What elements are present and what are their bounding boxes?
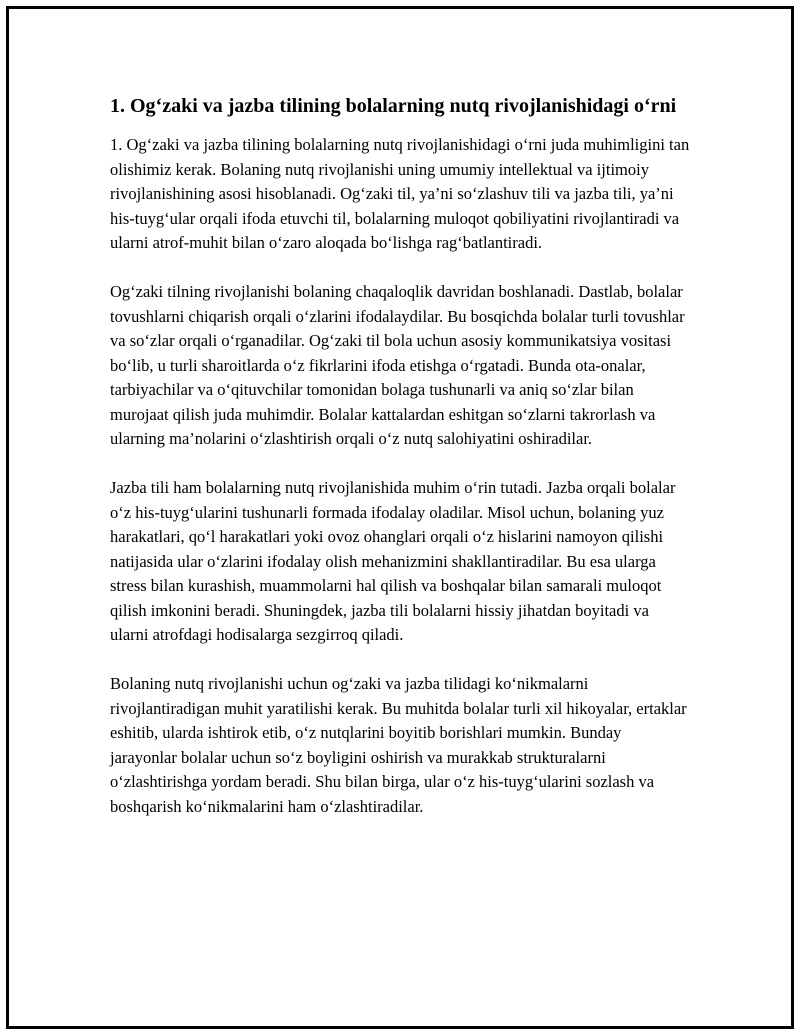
paragraph-3: Jazba tili ham bolalarning nutq rivojlanishida muhim o‘rin tutadi. Jazba orqali bolalar o‘z his-tuyg‘ularini tushunarli formada ifodalay oladilar. Misol uchun, bolaning yuz harakatlari, qo‘l harakatlari yoki ovoz ohanglari orqali o‘z hislarini namoyon qilishi natijasida ular o‘zlarini ifodalay olish mehanizmini shakllantiradilar. Bu esa ularga stress bilan kurashish, muammolarni hal qilish va boshqalar bilan samarali muloqot qilish imkonini beradi. Shuningdek, jazba tili bolalarni hissiy jihatdan boyitadi va ularni atrofdagi hodisalarga sezgirroq qiladi. xyxy=(110,478,676,644)
paragraph-1: 1. Og‘zaki va jazba tilining bolalarning nutq rivojlanishidagi o‘rni juda muhimligini tan olishimiz kerak. Bolaning nutq rivojlanishi uning umumiy intellektual va ijtimoiy rivojlanishining asosi hisoblanadi. Og‘zaki til, ya’ni so‘zlashuv tili va jazba tili, ya’ni his-tuyg‘ular orqali ifoda etuvchi til, bolalarning muloqot qobiliyatini rivojlantiradi va ularni atrof-muhit bilan o‘zaro aloqada bo‘lishga rag‘batlantiradi. xyxy=(110,135,690,252)
document-body xyxy=(110,92,690,819)
paragraph-2: Og‘zaki tilning rivojlanishi bolaning chaqaloqlik davridan boshlanadi. Dastlab, bolalar tovushlarni chiqarish orqali o‘zlarini ifodalaydilar. Bu bosqichda bolalar turli tovushlar va so‘zlar orqali o‘rganadilar. Og‘zaki til bola uchun asosiy kommunikatsiya vositasi bo‘lib, u turli sharoitlarda o‘z fikrlarini ifoda etishga o‘rgatadi. Bunda ota-onalar, tarbiyachilar va o‘qituvchilar tomonidan bolaga tushunarli va aniq so‘zlar bilan murojaat qilish juda muhimdir. Bolalar kattalardan eshitgan so‘zlarni takrorlash va ularning ma’nolarini o‘zlashtirish orqali o‘z nutq salohiyatini oshiradilar. xyxy=(110,282,685,448)
document-heading: 1. Og‘zaki va jazba tilining bolalarning nutq rivojlanishidagi o‘rni xyxy=(110,95,677,117)
paragraph-4: Bolaning nutq rivojlanishi uchun og‘zaki va jazba tilidagi ko‘nikmalarni rivojlantiradigan muhit yaratilishi kerak. Bu muhitda bolalar turli xil hikoyalar, ertaklar eshitib, ularda ishtirok etib, o‘z nutqlarini boyitib borishlari mumkin. Bunday jarayonlar bolalar uchun so‘z boyligini oshirish va murakkab strukturalarni o‘zlashtirishga yordam beradi. Shu bilan birga, ular o‘z his-tuyg‘ularini sozlash va boshqarish ko‘nikmalarini ham o‘zlashtiradilar. xyxy=(110,674,687,816)
